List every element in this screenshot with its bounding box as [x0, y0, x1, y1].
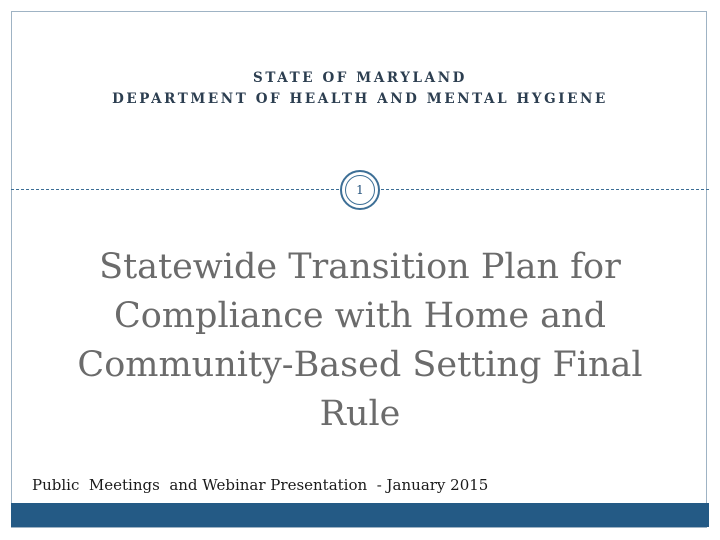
header-line-state: STATE OF MARYLAND — [253, 70, 467, 86]
slide-number: 1 — [345, 175, 375, 205]
slide-subtitle: Public Meetings and Webinar Presentation - January 2015 — [32, 476, 489, 494]
header-line-department: DEPARTMENT OF HEALTH AND MENTAL HYGIENE — [112, 91, 608, 107]
slide-header — [11, 68, 709, 110]
footer-bar — [11, 503, 709, 527]
slide-number-badge — [340, 170, 380, 210]
slide-title: Statewide Transition Plan for Compliance with Home and Community-Based Setting Final Rule — [77, 247, 643, 434]
